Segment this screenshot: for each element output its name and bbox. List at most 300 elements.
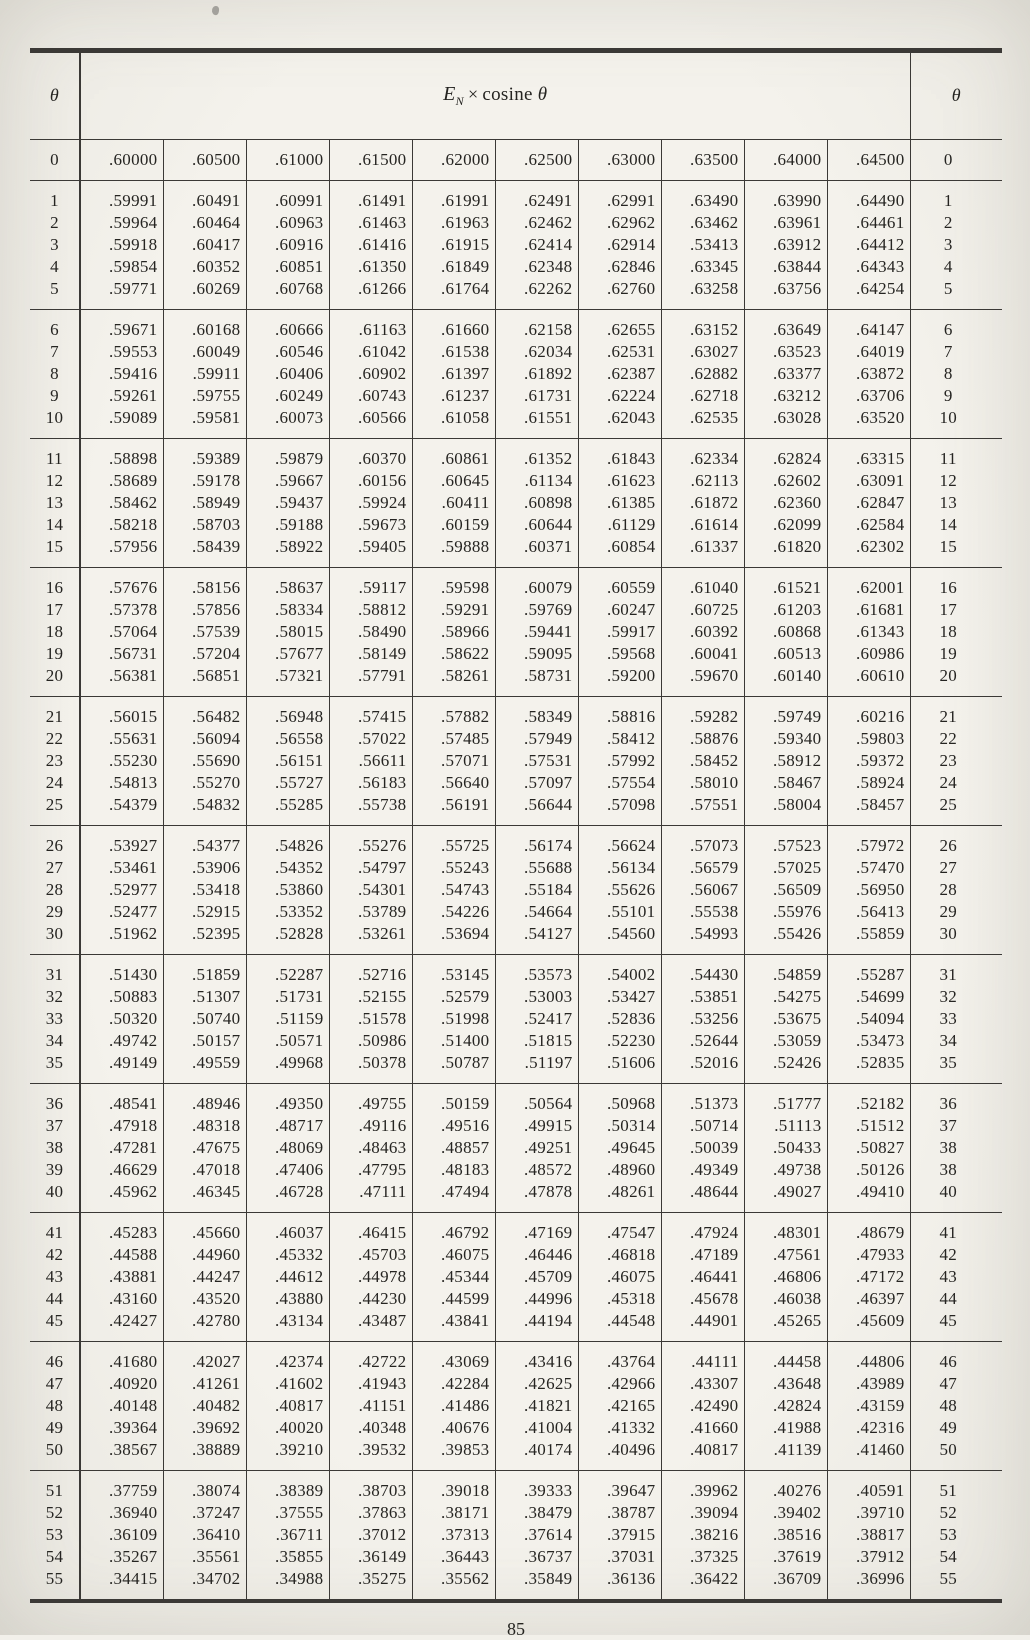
value-cell: .50126 <box>827 1159 910 1181</box>
value-cell: .61163 <box>329 309 412 341</box>
theta-right-cell: 12 <box>939 470 958 490</box>
value-cell: .51578 <box>329 1008 412 1030</box>
table-row <box>30 139 1002 180</box>
row-group <box>30 696 1002 825</box>
theta-left-cell: 52 <box>30 1502 80 1524</box>
value-cell: .40020 <box>246 1417 329 1439</box>
value-cell: .38171 <box>412 1502 495 1524</box>
value-cell: .61849 <box>412 256 495 278</box>
value-cell: .54352 <box>246 857 329 879</box>
value-cell: .39532 <box>329 1439 412 1471</box>
value-cell: .47018 <box>163 1159 246 1181</box>
value-cell: .43069 <box>412 1341 495 1373</box>
value-cell: .57321 <box>246 665 329 697</box>
value-cell: .51307 <box>163 986 246 1008</box>
value-cell: .59095 <box>495 643 578 665</box>
value-cell: .52836 <box>578 1008 661 1030</box>
table-row <box>30 407 1002 439</box>
value-cell: .59854 <box>80 256 163 278</box>
value-cell: .64490 <box>827 180 910 212</box>
value-cell: .62914 <box>578 234 661 256</box>
table-row <box>30 1568 1002 1601</box>
value-cell: .60041 <box>661 643 744 665</box>
value-cell: .52915 <box>163 901 246 923</box>
value-cell: .55727 <box>246 772 329 794</box>
value-cell: .53352 <box>246 901 329 923</box>
theta-right-cell: 42 <box>939 1244 958 1264</box>
value-cell: .61385 <box>578 492 661 514</box>
value-cell: .40676 <box>412 1417 495 1439</box>
value-cell: .60049 <box>163 341 246 363</box>
value-cell: .41460 <box>827 1439 910 1471</box>
theta-left-cell: 33 <box>30 1008 80 1030</box>
table-row <box>30 879 1002 901</box>
value-cell: .64412 <box>827 234 910 256</box>
value-cell: .58412 <box>578 728 661 750</box>
value-cell: .58816 <box>578 696 661 728</box>
value-cell: .57539 <box>163 621 246 643</box>
value-cell: .54002 <box>578 954 661 986</box>
value-cell: .36149 <box>329 1546 412 1568</box>
value-cell: .45318 <box>578 1288 661 1310</box>
value-cell: .46038 <box>744 1288 827 1310</box>
value-cell: .38567 <box>80 1439 163 1471</box>
theta-left-cell: 50 <box>30 1439 80 1471</box>
value-cell: .60417 <box>163 234 246 256</box>
value-cell: .48960 <box>578 1159 661 1181</box>
value-cell: .46728 <box>246 1181 329 1213</box>
value-cell: .60216 <box>827 696 910 728</box>
value-cell: .43841 <box>412 1310 495 1342</box>
value-cell: .60854 <box>578 536 661 568</box>
value-cell: .60247 <box>578 599 661 621</box>
theta-right-cell: 35 <box>910 1052 1002 1084</box>
value-cell: .48261 <box>578 1181 661 1213</box>
table-row <box>30 1546 1002 1568</box>
table-row <box>30 1159 1002 1181</box>
theta-left-cell: 40 <box>30 1181 80 1213</box>
value-cell: .46415 <box>329 1212 412 1244</box>
value-cell: .59568 <box>578 643 661 665</box>
value-cell: .50314 <box>578 1115 661 1137</box>
value-cell: .53675 <box>744 1008 827 1030</box>
value-cell: .62655 <box>578 309 661 341</box>
value-cell: .45703 <box>329 1244 412 1266</box>
value-cell: .38787 <box>578 1502 661 1524</box>
row-group <box>30 139 1002 180</box>
value-cell: .44599 <box>412 1288 495 1310</box>
value-cell: .63152 <box>661 309 744 341</box>
value-cell: .51400 <box>412 1030 495 1052</box>
theta-left-cell: 4 <box>30 256 80 278</box>
theta-right-cell: 49 <box>939 1417 958 1437</box>
theta-left-cell: 35 <box>30 1052 80 1084</box>
value-cell: .41660 <box>661 1417 744 1439</box>
theta-left-cell: 9 <box>30 385 80 407</box>
value-cell: .42722 <box>329 1341 412 1373</box>
value-cell: .62718 <box>661 385 744 407</box>
value-cell: .41602 <box>246 1373 329 1395</box>
value-cell: .37915 <box>578 1524 661 1546</box>
theta-right-cell: 19 <box>939 643 958 663</box>
value-cell: .44111 <box>661 1341 744 1373</box>
theta-left-cell: 32 <box>30 986 80 1008</box>
value-cell: .58261 <box>412 665 495 697</box>
theta-symbol: θ <box>951 85 961 106</box>
value-cell: .55976 <box>744 901 827 923</box>
multiplication-sign: × <box>467 83 479 104</box>
value-cell: .59749 <box>744 696 827 728</box>
value-cell: .52644 <box>661 1030 744 1052</box>
table-row <box>30 470 1002 492</box>
value-cell: .55626 <box>578 879 661 901</box>
value-cell: .37555 <box>246 1502 329 1524</box>
theta-left-cell: 30 <box>30 923 80 955</box>
value-cell: .61681 <box>827 599 910 621</box>
theta-right-cell: 33 <box>939 1008 958 1028</box>
theta-left-cell: 3 <box>30 234 80 256</box>
print-artifact <box>211 5 220 15</box>
value-cell: .62535 <box>661 407 744 439</box>
table-row <box>30 1030 1002 1052</box>
value-cell: .61963 <box>412 212 495 234</box>
value-cell: .44588 <box>80 1244 163 1266</box>
theta-right-cell: 55 <box>910 1568 1002 1601</box>
row-group <box>30 825 1002 954</box>
theta-right-cell: 25 <box>910 794 1002 826</box>
value-cell: .57378 <box>80 599 163 621</box>
value-cell: .57022 <box>329 728 412 750</box>
value-cell: .57531 <box>495 750 578 772</box>
value-cell: .53059 <box>744 1030 827 1052</box>
theta-right-cell: 46 <box>939 1351 958 1371</box>
value-cell: .47561 <box>744 1244 827 1266</box>
table-row <box>30 234 1002 256</box>
table-row <box>30 825 1002 857</box>
value-cell: .60991 <box>246 180 329 212</box>
value-cell: .61991 <box>412 180 495 212</box>
theta-left-cell: 18 <box>30 621 80 643</box>
value-cell: .63872 <box>827 363 910 385</box>
theta-right-cell: 41 <box>939 1222 958 1242</box>
theta-right-cell: 30 <box>910 923 1002 955</box>
value-cell: .43881 <box>80 1266 163 1288</box>
theta-left-cell: 13 <box>30 492 80 514</box>
value-cell: .61491 <box>329 180 412 212</box>
theta-right-cell: 48 <box>939 1395 958 1415</box>
value-cell: .60079 <box>495 567 578 599</box>
value-cell: .62414 <box>495 234 578 256</box>
theta-right-cell: 52 <box>939 1502 958 1522</box>
table-row <box>30 1137 1002 1159</box>
theta-left-cell: 19 <box>30 643 80 665</box>
value-cell: .56624 <box>578 825 661 857</box>
value-cell: .54743 <box>412 879 495 901</box>
value-cell: .63844 <box>744 256 827 278</box>
theta-left-cell: 21 <box>30 696 80 728</box>
table-row <box>30 728 1002 750</box>
value-cell: .58439 <box>163 536 246 568</box>
value-cell: .61614 <box>661 514 744 536</box>
value-cell: .60645 <box>412 470 495 492</box>
table-row <box>30 665 1002 697</box>
value-cell: .49742 <box>80 1030 163 1052</box>
value-cell: .48541 <box>80 1083 163 1115</box>
value-cell: .43648 <box>744 1373 827 1395</box>
value-cell: .58922 <box>246 536 329 568</box>
value-cell: .60902 <box>329 363 412 385</box>
value-cell: .48318 <box>163 1115 246 1137</box>
value-cell: .50378 <box>329 1052 412 1084</box>
theta-right-cell: 10 <box>910 407 1002 439</box>
value-cell: .57992 <box>578 750 661 772</box>
value-cell: .57676 <box>80 567 163 599</box>
value-cell: .49251 <box>495 1137 578 1159</box>
value-cell: .52230 <box>578 1030 661 1052</box>
theta-left-cell: 26 <box>30 825 80 857</box>
value-cell: .46075 <box>412 1244 495 1266</box>
value-cell: .60156 <box>329 470 412 492</box>
value-cell: .35562 <box>412 1568 495 1601</box>
value-cell: .62034 <box>495 341 578 363</box>
value-cell: .46345 <box>163 1181 246 1213</box>
value-cell: .55276 <box>329 825 412 857</box>
value-cell: .55287 <box>827 954 910 986</box>
value-cell: .59671 <box>80 309 163 341</box>
value-cell: .50883 <box>80 986 163 1008</box>
theta-right-cell: 14 <box>939 514 958 534</box>
table-row <box>30 1502 1002 1524</box>
theta-left-cell: 38 <box>30 1137 80 1159</box>
value-cell: .44194 <box>495 1310 578 1342</box>
row-group <box>30 1083 1002 1212</box>
value-cell: .51430 <box>80 954 163 986</box>
value-cell: .45609 <box>827 1310 910 1342</box>
value-cell: .60269 <box>163 278 246 310</box>
value-cell: .57485 <box>412 728 495 750</box>
value-cell: .42966 <box>578 1373 661 1395</box>
value-cell: .64019 <box>827 341 910 363</box>
value-cell: .35855 <box>246 1546 329 1568</box>
value-cell: .50564 <box>495 1083 578 1115</box>
value-cell: .47172 <box>827 1266 910 1288</box>
value-cell: .56151 <box>246 750 329 772</box>
theta-right-cell: 37 <box>939 1115 958 1135</box>
value-cell: .61266 <box>329 278 412 310</box>
value-cell: .38516 <box>744 1524 827 1546</box>
theta-left-cell: 54 <box>30 1546 80 1568</box>
value-cell: .54379 <box>80 794 163 826</box>
value-cell: .43159 <box>827 1395 910 1417</box>
value-cell: .36422 <box>661 1568 744 1601</box>
value-cell: .56381 <box>80 665 163 697</box>
value-cell: .47933 <box>827 1244 910 1266</box>
value-cell: .55690 <box>163 750 246 772</box>
value-cell: .62043 <box>578 407 661 439</box>
value-cell: .55859 <box>827 923 910 955</box>
value-cell: .51998 <box>412 1008 495 1030</box>
value-cell: .53906 <box>163 857 246 879</box>
value-cell: .40276 <box>744 1470 827 1502</box>
value-cell: .53256 <box>661 1008 744 1030</box>
value-cell: .53418 <box>163 879 246 901</box>
value-cell: .36940 <box>80 1502 163 1524</box>
value-cell: .63500 <box>661 139 744 180</box>
value-cell: .63212 <box>744 385 827 407</box>
value-cell: .57856 <box>163 599 246 621</box>
theta-right-cell: 47 <box>939 1373 958 1393</box>
value-cell: .59771 <box>80 278 163 310</box>
value-cell: .48463 <box>329 1137 412 1159</box>
value-cell: .43764 <box>578 1341 661 1373</box>
value-cell: .62602 <box>744 470 827 492</box>
row-group <box>30 180 1002 309</box>
value-cell: .58949 <box>163 492 246 514</box>
value-cell: .53694 <box>412 923 495 955</box>
value-cell: .59670 <box>661 665 744 697</box>
value-cell: .58462 <box>80 492 163 514</box>
value-cell: .61892 <box>495 363 578 385</box>
value-cell: .58622 <box>412 643 495 665</box>
value-cell: .56851 <box>163 665 246 697</box>
value-cell: .51197 <box>495 1052 578 1084</box>
value-cell: .51962 <box>80 923 163 955</box>
theta-right-cell: 5 <box>910 278 1002 310</box>
value-cell: .56611 <box>329 750 412 772</box>
value-cell: .61203 <box>744 599 827 621</box>
value-cell: .42374 <box>246 1341 329 1373</box>
value-cell: .60140 <box>744 665 827 697</box>
value-cell: .49349 <box>661 1159 744 1181</box>
table-row <box>30 1470 1002 1502</box>
table-row <box>30 1083 1002 1115</box>
value-cell: .44960 <box>163 1244 246 1266</box>
theta-left-cell: 39 <box>30 1159 80 1181</box>
value-cell: .56558 <box>246 728 329 750</box>
value-cell: .60406 <box>246 363 329 385</box>
value-cell: .61058 <box>412 407 495 439</box>
value-cell: .55243 <box>412 857 495 879</box>
value-cell: .57882 <box>412 696 495 728</box>
value-cell: .40920 <box>80 1373 163 1395</box>
value-cell: .61551 <box>495 407 578 439</box>
theta-right-cell: 6 <box>943 319 953 339</box>
value-cell: .50157 <box>163 1030 246 1052</box>
value-cell: .63377 <box>744 363 827 385</box>
value-cell: .59405 <box>329 536 412 568</box>
value-cell: .61397 <box>412 363 495 385</box>
value-cell: .46818 <box>578 1244 661 1266</box>
value-cell: .47918 <box>80 1115 163 1137</box>
value-cell: .57025 <box>744 857 827 879</box>
value-cell: .60500 <box>163 139 246 180</box>
theta-right-cell: 38 <box>939 1159 958 1179</box>
theta-right-cell: 44 <box>939 1288 958 1308</box>
value-cell: .39962 <box>661 1470 744 1502</box>
value-cell: .60559 <box>578 567 661 599</box>
value-cell: .60168 <box>163 309 246 341</box>
value-cell: .46446 <box>495 1244 578 1266</box>
value-cell: .62113 <box>661 470 744 492</box>
value-cell: .62584 <box>827 514 910 536</box>
theta-right-cell: 53 <box>939 1524 958 1544</box>
value-cell: .50740 <box>163 1008 246 1030</box>
value-cell: .41151 <box>329 1395 412 1417</box>
value-cell: .53573 <box>495 954 578 986</box>
value-cell: .58876 <box>661 728 744 750</box>
theta-left-cell: 53 <box>30 1524 80 1546</box>
theta-right-cell: 24 <box>939 772 958 792</box>
value-cell: .46806 <box>744 1266 827 1288</box>
value-cell: .42165 <box>578 1395 661 1417</box>
value-cell: .60963 <box>246 212 329 234</box>
value-cell: .60861 <box>412 438 495 470</box>
value-cell: .49645 <box>578 1137 661 1159</box>
value-cell: .51113 <box>744 1115 827 1137</box>
value-cell: .54560 <box>578 923 661 955</box>
value-cell: .40591 <box>827 1470 910 1502</box>
value-cell: .58334 <box>246 599 329 621</box>
value-cell: .37619 <box>744 1546 827 1568</box>
value-cell: .44548 <box>578 1310 661 1342</box>
value-cell: .55426 <box>744 923 827 955</box>
value-cell: .58731 <box>495 665 578 697</box>
table-row <box>30 438 1002 470</box>
table-row <box>30 1288 1002 1310</box>
row-group <box>30 438 1002 567</box>
value-cell: .41139 <box>744 1439 827 1471</box>
value-cell: .39094 <box>661 1502 744 1524</box>
value-cell: .60370 <box>329 438 412 470</box>
value-cell: .39364 <box>80 1417 163 1439</box>
value-cell: .59911 <box>163 363 246 385</box>
value-cell: .64343 <box>827 256 910 278</box>
value-cell: .57071 <box>412 750 495 772</box>
value-cell: .51606 <box>578 1052 661 1084</box>
value-cell: .54127 <box>495 923 578 955</box>
theta-left-cell: 8 <box>30 363 80 385</box>
value-cell: .45344 <box>412 1266 495 1288</box>
value-cell: .54826 <box>246 825 329 857</box>
table-row <box>30 643 1002 665</box>
value-cell: .49410 <box>827 1181 910 1213</box>
value-cell: .49968 <box>246 1052 329 1084</box>
value-cell: .43487 <box>329 1310 412 1342</box>
value-cell: .50714 <box>661 1115 744 1137</box>
table-row <box>30 1439 1002 1471</box>
cosine-table <box>30 53 1002 1603</box>
value-cell: .35849 <box>495 1568 578 1601</box>
value-cell: .49915 <box>495 1115 578 1137</box>
value-cell: .61337 <box>661 536 744 568</box>
value-cell: .55538 <box>661 901 744 923</box>
value-cell: .62824 <box>744 438 827 470</box>
value-cell: .41261 <box>163 1373 246 1395</box>
value-cell: .45265 <box>744 1310 827 1342</box>
value-cell: .49559 <box>163 1052 246 1084</box>
value-cell: .63523 <box>744 341 827 363</box>
value-cell: .57949 <box>495 728 578 750</box>
value-cell: .47406 <box>246 1159 329 1181</box>
value-cell: .52477 <box>80 901 163 923</box>
value-cell: .58015 <box>246 621 329 643</box>
value-cell: .54832 <box>163 794 246 826</box>
value-cell: .37313 <box>412 1524 495 1546</box>
value-cell: .39210 <box>246 1439 329 1471</box>
theta-left-cell: 47 <box>30 1373 80 1395</box>
value-cell: .48679 <box>827 1212 910 1244</box>
value-cell: .59437 <box>246 492 329 514</box>
